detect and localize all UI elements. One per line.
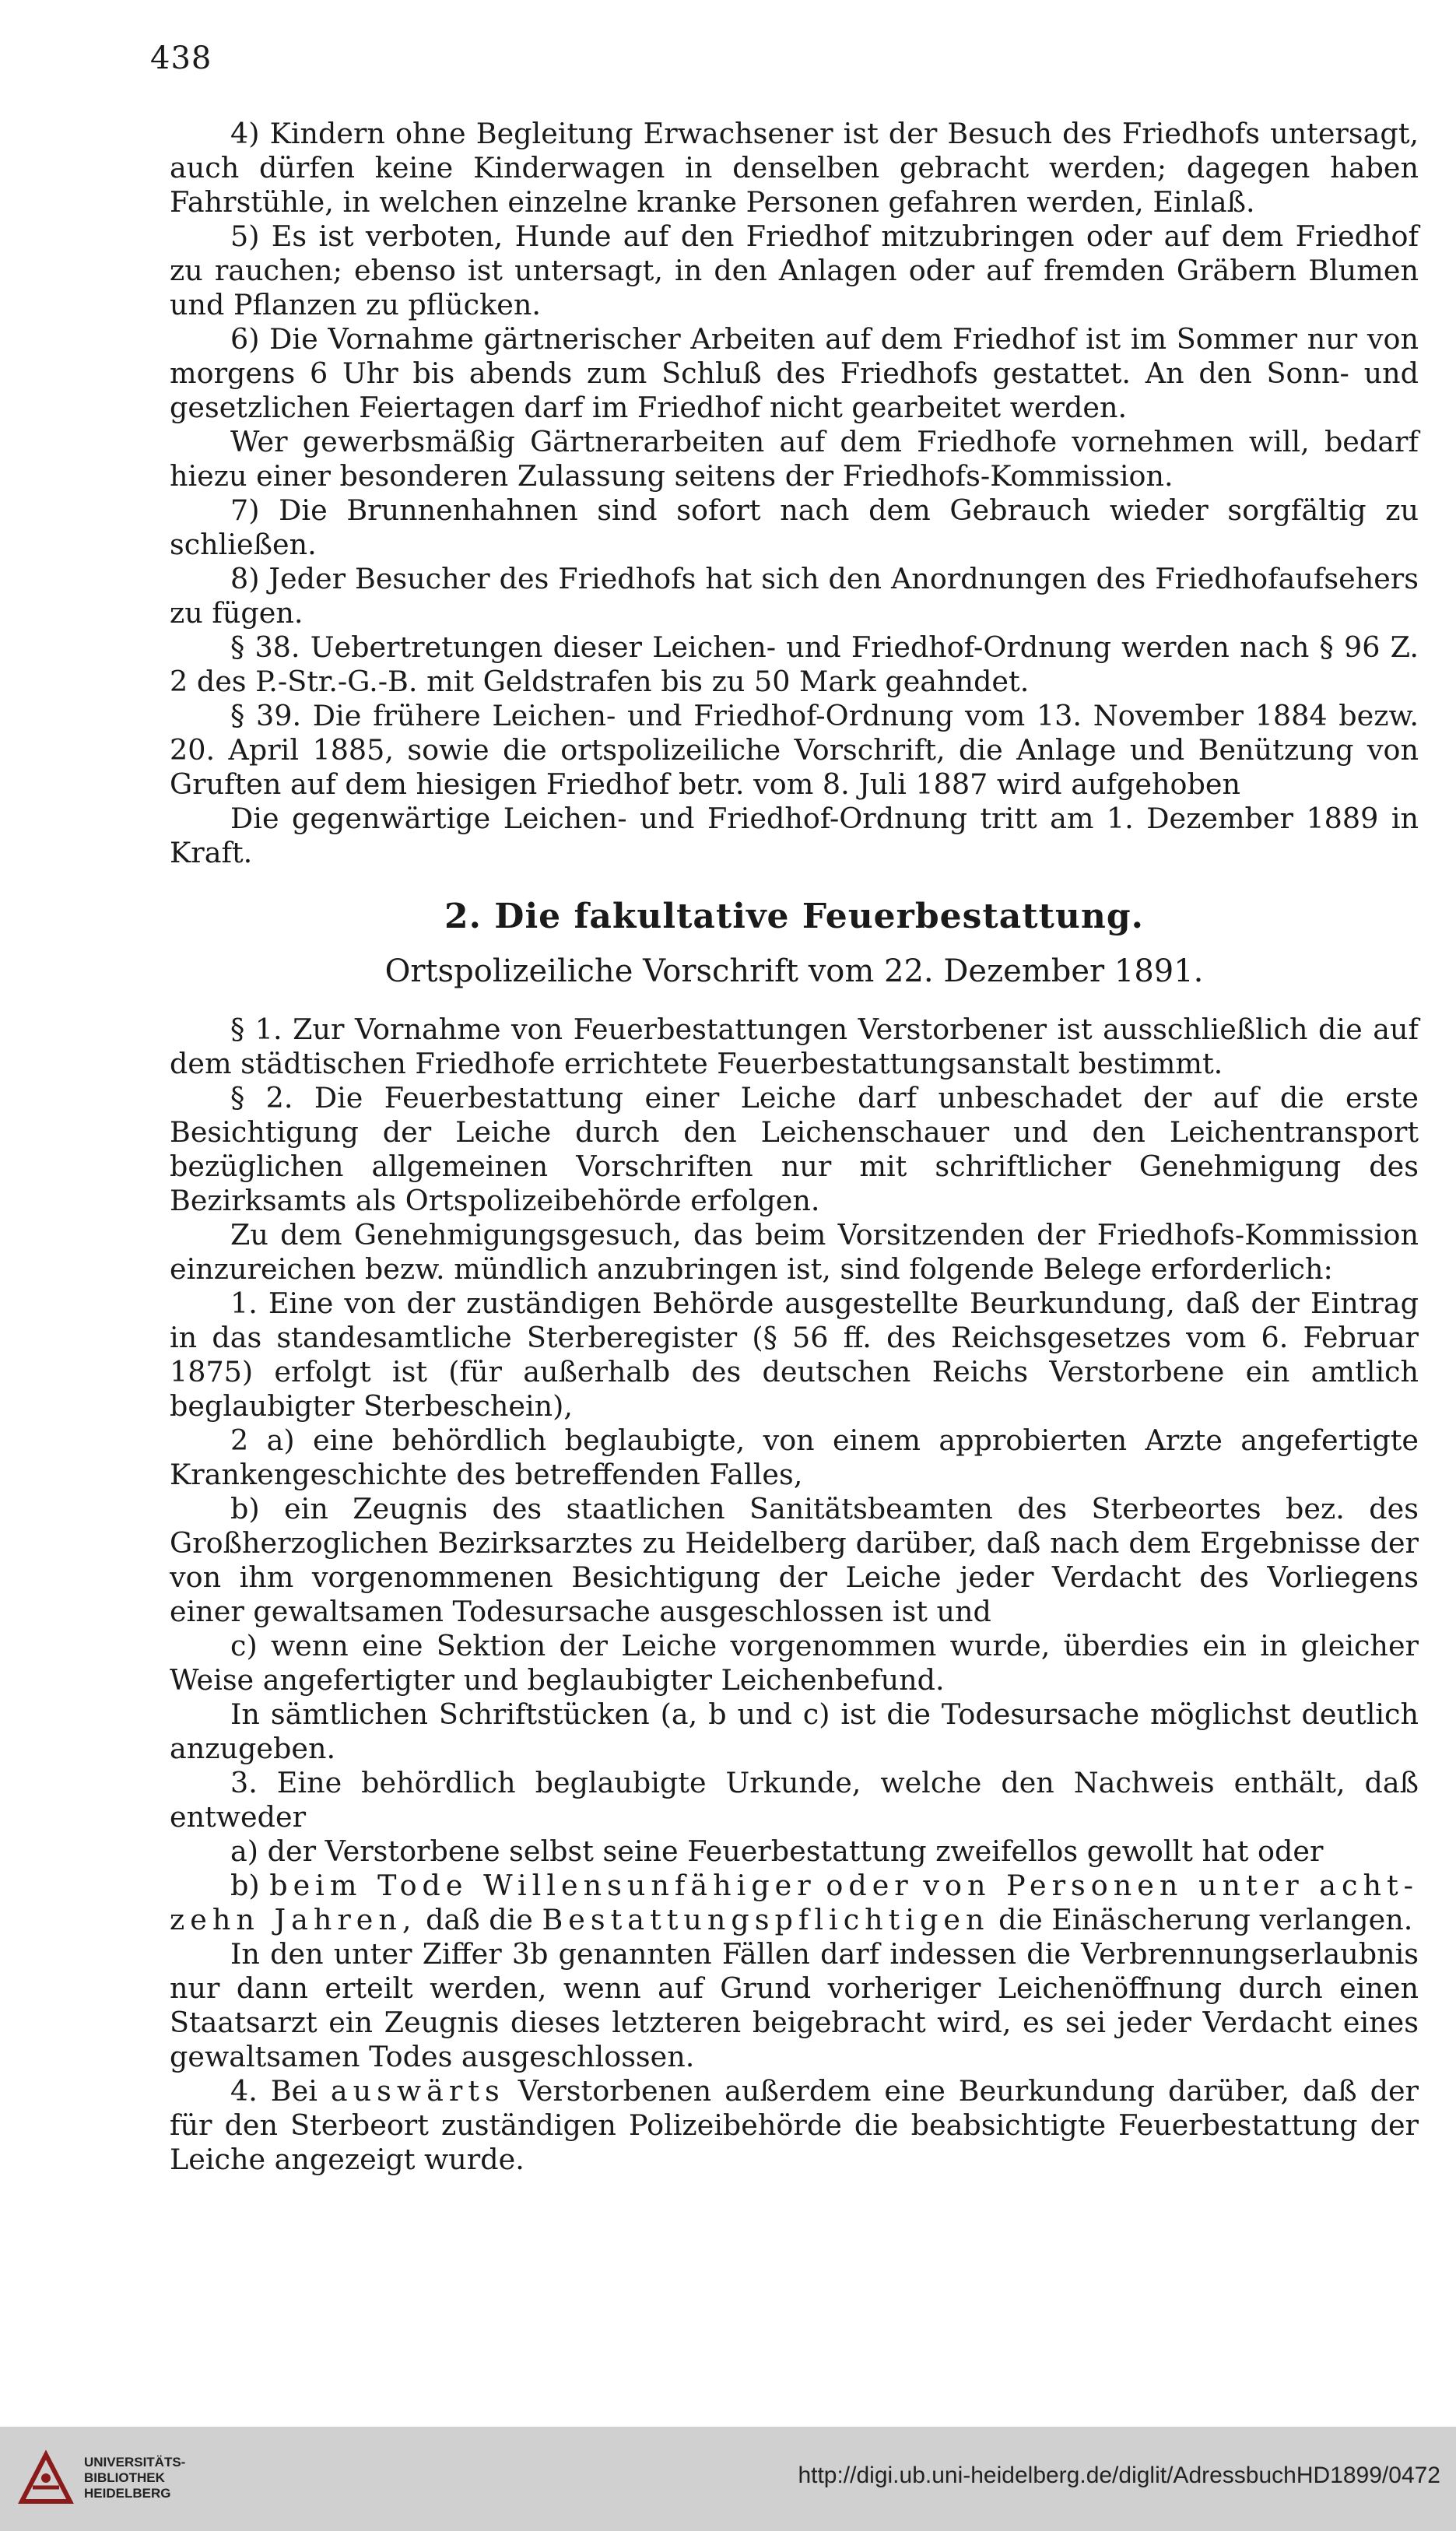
paragraph-rule-4: 4) Kindern ohne Begleitung Erwachsener ist der Besuch des Friedhofs untersagt, auch dürfen keine Kinderwagen in denselben gebracht werden; dagegen haben Fahrstühle, in welchen einzelne kranke Personen gefahren werden, Einlaß. [170,117,1419,219]
paragraph-item-2c: c) wenn eine Sektion der Leiche vorgenommen wurde, überdies ein in gleicher Weise angefertigter und beglaubigter Leichenbefund. [170,1629,1419,1697]
university-library-logo [14,2447,78,2511]
item-4-suffix: Verstorbenen außerdem eine Beurkundung darüber, daß der für den Sterbeort zuständigen Polizeibehörde die beabsichtigte Feuerbestattung der Leiche angezeigt wurde. [170,2074,1419,2176]
library-name-line-1: UNIVERSITÄTS- [84,2455,186,2470]
paragraph-item-1: 1. Eine von der zuständigen Behörde ausgestellte Beurkundung, daß der Eintrag in das standesamtliche Sterberegister (§ 56 ff. des Reichsgesetzes vom 6. Februar 1875) erfolgt ist (für außerhalb des deutschen Reichs Verstorbene ein amtlich beglaubigter Sterbeschein), [170,1287,1419,1423]
page-content [170,117,1419,2177]
paragraph-gardening: Wer gewerbsmäßig Gärtnerarbeiten auf dem Friedhofe vornehmen will, bedarf hiezu einer besonderen Zulassung seitens der Friedhofs-Kommission. [170,425,1419,493]
item-4-spaced: auswärts [330,2074,505,2108]
paragraph-item-3: 3. Eine behördlich beglaubigte Urkunde, welche den Nachweis enthält, daß entweder [170,1766,1419,1834]
paragraph-autopsy: In den unter Ziffer 3b genannten Fällen darf indessen die Verbrennungserlaubnis nur dann erteilt werden, wenn auf Grund vorheriger Leichenöffnung durch einen Staatsarzt ein Zeugnis dieses letzteren beigebracht wird, es sei jeder Verdacht eines gewaltsamen Todes ausgeschlossen. [170,1937,1419,2073]
item-3b-prefix: b) [230,1869,260,1902]
paragraph-application: Zu dem Genehmigungsgesuch, das beim Vorsitzenden der Friedhofs-Kommission einzureichen bezw. mündlich anzubringen ist, sind folgende Belege erforderlich: [170,1218,1419,1286]
source-url-link[interactable]: http://digi.ub.uni-heidelberg.de/diglit/AdressbuchHD1899/0472 [798,2463,1440,2488]
paragraph-item-4 [170,2074,1419,2177]
item-3b-spaced-2: von Personen unter acht-zehn Jahren, [170,1869,1419,1936]
paragraph-rule-6: 6) Die Vornahme gärtnerischer Arbeiten auf dem Friedhof ist im Sommer nur von morgens 6 Uhr bis abends zum Schluß des Friedhofs gestattet. An den Sonn- und gesetzlichen Feiertagen darf im Friedhof nicht gearbeitet werden. [170,322,1419,424]
section-heading: 2. Die fakultative Feuerbestattung. [444,897,1144,936]
paragraph-rule-7: 7) Die Brunnenhahnen sind sofort nach dem Gebrauch wieder sorgfältig zu schließen. [170,493,1419,561]
footer-bar [0,2427,1456,2531]
paragraph-item-2a: 2 a) eine behördlich beglaubigte, von einem approbierten Arzte angefertigte Krankengeschichte des betreffenden Falles, [170,1423,1419,1491]
paragraph-item-3b [170,1869,1419,1937]
paragraph-cause-of-death: In sämtlichen Schriftstücken (a, b und c) ist die Todesursache möglichst deutlich anzugeben. [170,1697,1419,1765]
library-name [84,2455,185,2501]
page-number: 438 [150,40,212,76]
paragraph-rule-5: 5) Es ist verboten, Hunde auf den Friedhof mitzubringen oder auf dem Friedhof zu rauchen; ebenso ist untersagt, in den Anlagen oder auf fremden Gräbern Blumen und Pflanzen zu pflücken. [170,219,1419,321]
paragraph-item-2b: b) ein Zeugnis des staatlichen Sanitätsbeamten des Sterbeortes bez. des Großherzoglichen Bezirksarztes zu Heidelberg darüber, daß nach dem Ergebnisse der von ihm vorgenommenen Besichtigung der Leiche jeder Verdacht des Vorliegens einer gewaltsamen Todesursache ausgeschlossen ist und [170,1492,1419,1628]
item-3b-spaced-1: beim Tode Willensunfähiger [269,1869,816,1902]
item-3b-connector: oder [826,1869,914,1902]
item-3b-suffix: die Einäscherung verlangen. [998,1903,1413,1936]
item-4-prefix: 4. Bei [230,2074,318,2108]
paragraph-rule-8: 8) Jeder Besucher des Friedhofs hat sich den Anordnungen des Friedhofaufsehers zu fügen. [170,562,1419,630]
paragraph-item-3a: a) der Verstorbene selbst seine Feuerbestattung zweifellos gewollt hat oder [230,1834,1324,1868]
paragraph-cremation-1: § 1. Zur Vornahme von Feuerbestattungen Verstorbener ist ausschließlich die auf dem städtischen Friedhofe errichtete Feuerbestattungsanstalt bestimmt. [170,1013,1419,1080]
paragraph-section-39: § 39. Die frühere Leichen- und Friedhof-Ordnung vom 13. November 1884 bezw. 20. April 1885, sowie die ortspolizeiliche Vorschrift, die Anlage und Benützung von Gruften auf dem hiesigen Friedhof betr. vom 8. Juli 1887 wird aufgehoben [170,699,1419,801]
section-subheading: Ortspolizeiliche Vorschrift vom 22. Dezember 1891. [384,953,1204,989]
library-name-line-3: HEIDELBERG [84,2486,171,2501]
paragraph-cremation-2: § 2. Die Feuerbestattung einer Leiche darf unbeschadet der auf die erste Besichtigung der Leiche durch den Leichenschauer und den Leichentransport bezüglichen allgemeinen Vorschriften nur mit schriftlicher Genehmigung des Bezirksamts als Ortspolizeibehörde erfolgen. [170,1081,1419,1217]
paragraph-effective: Die gegenwärtige Leichen- und Friedhof-Ordnung tritt am 1. Dezember 1889 in Kraft. [170,802,1419,869]
library-name-line-2: BIBLIOTHEK [84,2470,165,2485]
item-3b-connector-2: daß die [426,1903,533,1936]
paragraph-section-38: § 38. Uebertretungen dieser Leichen- und Friedhof-Ordnung werden nach § 96 Z. 2 des P.-Str.-G.-B. mit Geldstrafen bis zu 50 Mark geahndet. [170,630,1419,698]
item-3b-spaced-3: Bestattungspflichtigen [542,1903,990,1936]
